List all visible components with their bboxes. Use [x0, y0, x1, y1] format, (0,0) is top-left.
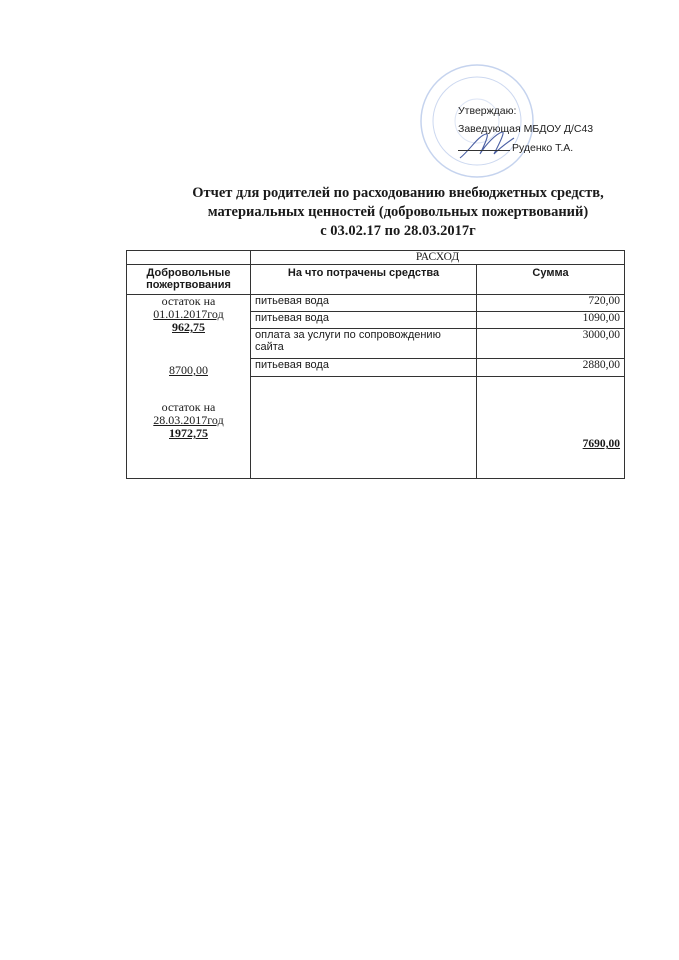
approval-line: Утверждаю: — [458, 105, 517, 117]
expense-sum: 2880,00 — [477, 359, 625, 377]
signature-line — [458, 138, 510, 151]
group-header-expense: РАСХОД — [251, 251, 625, 265]
table-cell-empty — [251, 377, 477, 479]
expense-table — [126, 250, 625, 479]
table-header-row — [127, 265, 625, 295]
approval-signer: Руденко Т.А. — [458, 138, 593, 157]
expense-item: питьевая вода — [251, 359, 477, 377]
col-header-donations: Добровольные пожертвования — [127, 265, 251, 295]
title-line-2: материальных ценностей (добровольных пожертвований) — [207, 204, 589, 220]
expense-item: оплата за услуги по сопровождению сайта — [251, 329, 477, 359]
approval-block — [458, 102, 593, 157]
expense-sum: 720,00 — [477, 295, 625, 312]
donations-cell — [127, 295, 251, 479]
col-header-sum: Сумма — [477, 265, 625, 295]
opening-label: остаток на — [161, 294, 216, 308]
opening-amount: 962,75 — [172, 320, 205, 334]
expense-sum: 1090,00 — [477, 312, 625, 329]
opening-date: 01.01.2017год — [153, 307, 224, 321]
income-amount: 8700,00 — [169, 363, 208, 377]
title-line-1: Отчет для родителей по расходованию внебюджетных средств, — [192, 185, 604, 201]
table-row — [127, 295, 625, 312]
approval-position: Заведующая МБДОУ Д/С43 — [458, 123, 594, 135]
expense-item: питьевая вода — [251, 295, 477, 312]
title-line-3: с 03.02.17 по 28.03.2017г — [320, 223, 476, 239]
closing-label: остаток на — [161, 400, 216, 414]
expense-total: 7690,00 — [477, 377, 625, 479]
closing-date: 28.03.2017год — [153, 413, 224, 427]
table-cell-empty — [127, 251, 251, 265]
expense-item: питьевая вода — [251, 312, 477, 329]
col-header-purpose: На что потрачены средства — [251, 265, 477, 295]
closing-amount: 1972,75 — [169, 426, 208, 440]
page-title — [130, 184, 666, 241]
expense-sum: 3000,00 — [477, 329, 625, 359]
table-group-header-row — [127, 251, 625, 265]
